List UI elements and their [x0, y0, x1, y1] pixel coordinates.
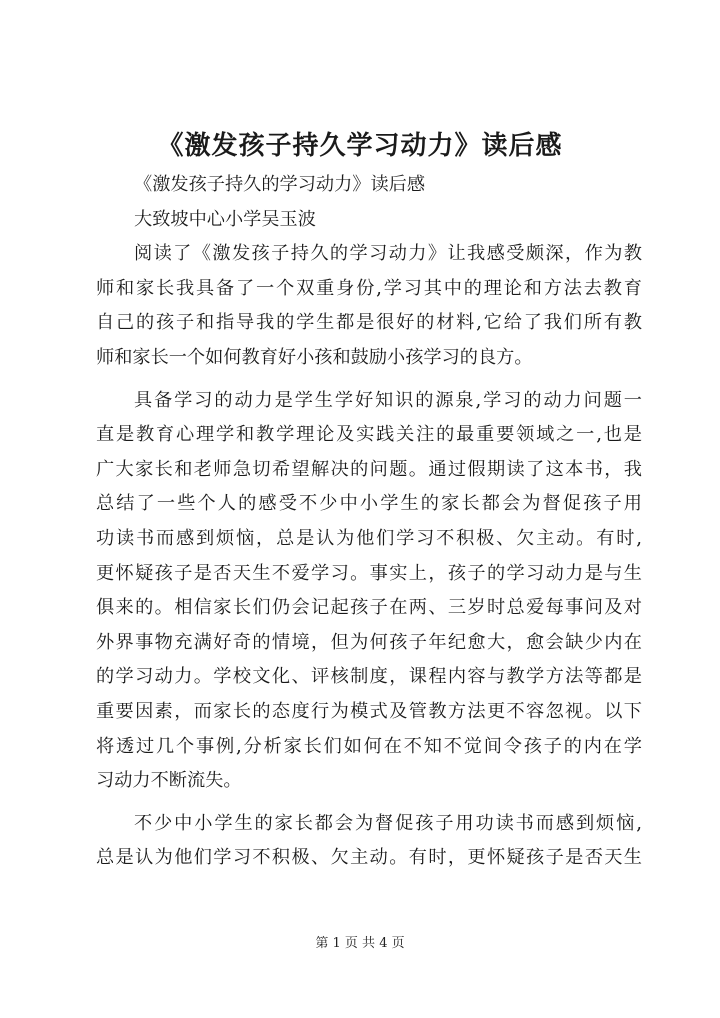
paragraph-spacer: [96, 799, 642, 807]
paragraph-1-line: 阅读了《激发孩子持久的学习动力》让我感受颇深，作为教: [134, 243, 642, 265]
paragraph-2-line: 广大家长和老师急切希望解决的问题。通过假期读了这本书，我: [96, 458, 642, 480]
paragraph-1-line: 自己的孩子和指导我的学生都是很好的材料,它给了我们所有教: [96, 312, 642, 334]
paragraph-2-line: 更怀疑孩子是否天生不爱学习。事实上，孩子的学习动力是与生: [96, 562, 642, 584]
document-author: 大致坡中心小学吴玉波: [134, 208, 316, 230]
paragraph-2-line: 重要因素，而家长的态度行为模式及管教方法更不容忽视。以下: [96, 700, 642, 722]
paragraph-2-line: 外界事物充满好奇的情境，但为何孩子年纪愈大，愈会缺少内在: [96, 631, 642, 653]
paragraph-1-line: 师和家长一个如何教育好小孩和鼓励小孩学习的良方。: [96, 346, 533, 368]
paragraph-2-line: 总结了一些个人的感受不少中小学生的家长都会为督促孩子用: [96, 493, 642, 515]
page-title: 《激发孩子持久学习动力》读后感: [157, 131, 563, 161]
page-footer: 第 1 页 共 4 页: [315, 936, 405, 951]
paragraph-2-line: 习动力不断流失。: [96, 770, 242, 792]
paragraph-2-line: 的学习动力。学校文化、评核制度，课程内容与教学方法等都是: [96, 666, 642, 688]
paragraph-2-line: 将透过几个事例,分析家长们如何在不知不觉间令孩子的内在学: [96, 735, 642, 757]
document-body: [96, 168, 642, 876]
paragraph-2-line: 俱来的。相信家长们仍会记起孩子在两、三岁时总爱每事问及对: [96, 597, 642, 619]
document-subtitle: 《激发孩子持久的学习动力》读后感: [134, 174, 426, 195]
paragraph-2-line: 具备学习的动力是学生学好知识的源泉,学习的动力问题一: [134, 389, 642, 411]
paragraph-spacer: [96, 376, 642, 384]
paragraph-3-line: 不少中小学生的家长都会为督促孩子用功读书而感到烦恼,: [134, 812, 642, 834]
paragraph-2-line: 功读书而感到烦恼，总是认为他们学习不积极、欠主动。有时,: [96, 527, 642, 549]
paragraph-3-line: 总是认为他们学习不积极、欠主动。有时，更怀疑孩子是否天生: [96, 847, 642, 869]
paragraph-1-line: 师和家长我具备了一个双重身份,学习其中的理论和方法去教育: [96, 277, 642, 299]
paragraph-2-line: 直是教育心理学和教学理论及实践关注的最重要领域之一,也是: [96, 424, 642, 446]
